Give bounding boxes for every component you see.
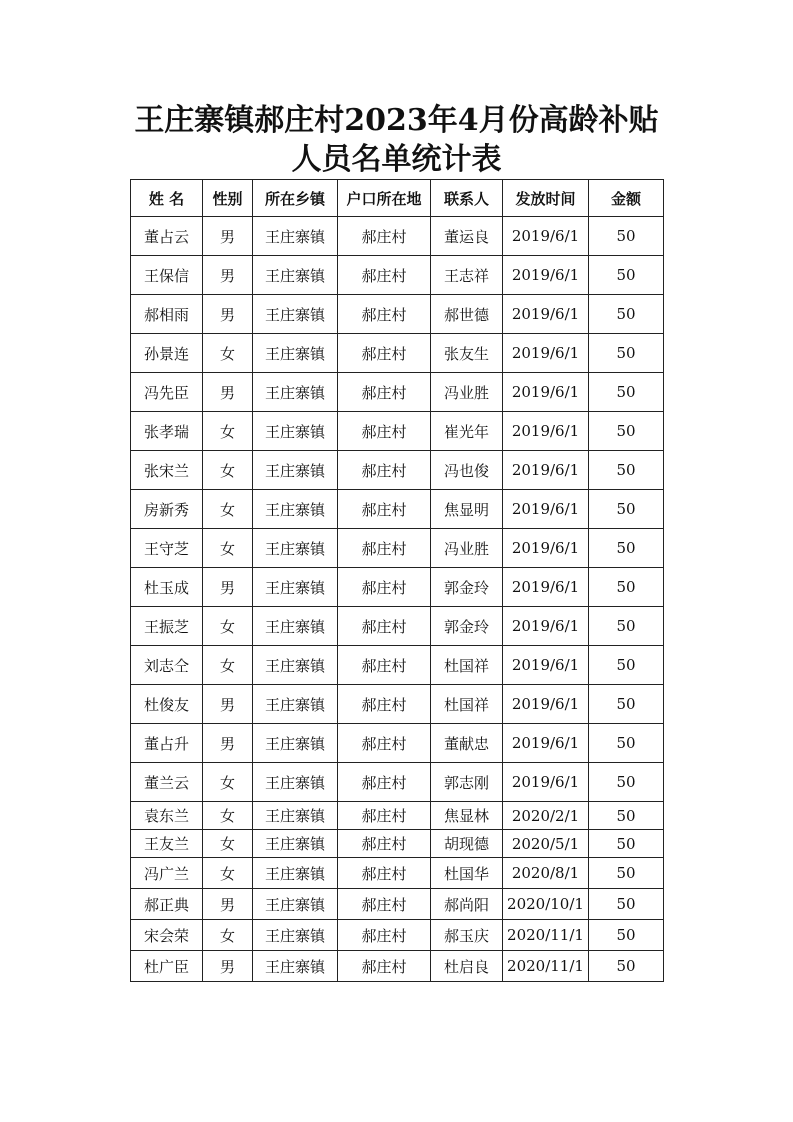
cell-name: 王保信	[131, 256, 203, 295]
cell-gender: 女	[203, 334, 253, 373]
cell-name: 冯先臣	[131, 373, 203, 412]
cell-household-location: 郝庄村	[338, 373, 431, 412]
cell-gender: 女	[203, 607, 253, 646]
table-header-row	[131, 180, 664, 217]
cell-name: 袁东兰	[131, 802, 203, 830]
table-row	[131, 529, 664, 568]
cell-issue-date: 2019/6/1	[503, 490, 589, 529]
cell-township: 王庄寨镇	[253, 802, 338, 830]
table-row	[131, 763, 664, 802]
cell-gender: 女	[203, 830, 253, 858]
cell-township: 王庄寨镇	[253, 568, 338, 607]
cell-issue-date: 2019/6/1	[503, 568, 589, 607]
cell-issue-date: 2019/6/1	[503, 685, 589, 724]
cell-township: 王庄寨镇	[253, 412, 338, 451]
table-row	[131, 802, 664, 830]
header-township: 所在乡镇	[253, 180, 338, 217]
cell-household-location: 郝庄村	[338, 412, 431, 451]
cell-township: 王庄寨镇	[253, 920, 338, 951]
cell-household-location: 郝庄村	[338, 334, 431, 373]
cell-household-location: 郝庄村	[338, 490, 431, 529]
cell-amount: 50	[589, 412, 664, 451]
cell-township: 王庄寨镇	[253, 217, 338, 256]
cell-amount: 50	[589, 889, 664, 920]
cell-issue-date: 2019/6/1	[503, 607, 589, 646]
cell-contact: 焦显林	[431, 802, 503, 830]
cell-gender: 女	[203, 412, 253, 451]
cell-name: 杜广臣	[131, 951, 203, 982]
cell-gender: 男	[203, 724, 253, 763]
cell-household-location: 郝庄村	[338, 451, 431, 490]
cell-amount: 50	[589, 858, 664, 889]
cell-amount: 50	[589, 295, 664, 334]
cell-issue-date: 2020/8/1	[503, 858, 589, 889]
cell-gender: 女	[203, 529, 253, 568]
cell-household-location: 郝庄村	[338, 889, 431, 920]
cell-amount: 50	[589, 490, 664, 529]
table-row	[131, 451, 664, 490]
cell-amount: 50	[589, 763, 664, 802]
cell-township: 王庄寨镇	[253, 529, 338, 568]
cell-household-location: 郝庄村	[338, 529, 431, 568]
cell-amount: 50	[589, 920, 664, 951]
cell-household-location: 郝庄村	[338, 646, 431, 685]
cell-contact: 张友生	[431, 334, 503, 373]
cell-gender: 男	[203, 685, 253, 724]
cell-issue-date: 2020/2/1	[503, 802, 589, 830]
table-row	[131, 685, 664, 724]
cell-amount: 50	[589, 830, 664, 858]
cell-contact: 郭金玲	[431, 568, 503, 607]
cell-amount: 50	[589, 334, 664, 373]
cell-gender: 女	[203, 802, 253, 830]
cell-issue-date: 2020/5/1	[503, 830, 589, 858]
cell-contact: 郭金玲	[431, 607, 503, 646]
cell-amount: 50	[589, 802, 664, 830]
table-row	[131, 889, 664, 920]
page-title-line-2: 人员名单统计表	[291, 142, 502, 177]
cell-household-location: 郝庄村	[338, 724, 431, 763]
cell-amount: 50	[589, 685, 664, 724]
cell-gender: 男	[203, 889, 253, 920]
table-row	[131, 951, 664, 982]
cell-township: 王庄寨镇	[253, 951, 338, 982]
cell-issue-date: 2019/6/1	[503, 295, 589, 334]
cell-gender: 男	[203, 373, 253, 412]
table-row	[131, 568, 664, 607]
cell-issue-date: 2019/6/1	[503, 763, 589, 802]
table-row	[131, 334, 664, 373]
cell-contact: 王志祥	[431, 256, 503, 295]
cell-issue-date: 2019/6/1	[503, 646, 589, 685]
cell-township: 王庄寨镇	[253, 334, 338, 373]
header-contact: 联系人	[431, 180, 503, 217]
cell-contact: 冯业胜	[431, 529, 503, 568]
cell-household-location: 郝庄村	[338, 607, 431, 646]
table-row	[131, 412, 664, 451]
table-row	[131, 724, 664, 763]
cell-township: 王庄寨镇	[253, 685, 338, 724]
cell-issue-date: 2019/6/1	[503, 451, 589, 490]
cell-name: 孙景连	[131, 334, 203, 373]
header-amount: 金额	[589, 180, 664, 217]
header-household-location: 户口所在地	[338, 180, 431, 217]
cell-contact: 杜国华	[431, 858, 503, 889]
cell-township: 王庄寨镇	[253, 373, 338, 412]
cell-issue-date: 2019/6/1	[503, 412, 589, 451]
cell-amount: 50	[589, 951, 664, 982]
cell-amount: 50	[589, 217, 664, 256]
cell-household-location: 郝庄村	[338, 858, 431, 889]
cell-gender: 女	[203, 763, 253, 802]
cell-name: 郝正典	[131, 889, 203, 920]
cell-contact: 董献忠	[431, 724, 503, 763]
cell-township: 王庄寨镇	[253, 858, 338, 889]
cell-household-location: 郝庄村	[338, 217, 431, 256]
cell-contact: 董运良	[431, 217, 503, 256]
table-row	[131, 646, 664, 685]
cell-household-location: 郝庄村	[338, 568, 431, 607]
table-row	[131, 256, 664, 295]
cell-contact: 胡现德	[431, 830, 503, 858]
table-body	[131, 217, 664, 982]
cell-name: 董占云	[131, 217, 203, 256]
cell-township: 王庄寨镇	[253, 830, 338, 858]
table-row	[131, 858, 664, 889]
cell-township: 王庄寨镇	[253, 451, 338, 490]
table-row	[131, 373, 664, 412]
cell-contact: 杜启良	[431, 951, 503, 982]
cell-amount: 50	[589, 529, 664, 568]
cell-gender: 女	[203, 920, 253, 951]
cell-issue-date: 2020/11/1	[503, 920, 589, 951]
cell-name: 王守芝	[131, 529, 203, 568]
cell-township: 王庄寨镇	[253, 256, 338, 295]
cell-township: 王庄寨镇	[253, 724, 338, 763]
cell-contact: 焦显明	[431, 490, 503, 529]
table-row	[131, 217, 664, 256]
cell-contact: 杜国祥	[431, 685, 503, 724]
cell-name: 董兰云	[131, 763, 203, 802]
header-name: 姓 名	[131, 180, 203, 217]
cell-amount: 50	[589, 724, 664, 763]
subsidy-table	[130, 179, 664, 982]
cell-household-location: 郝庄村	[338, 951, 431, 982]
table-row	[131, 920, 664, 951]
cell-name: 宋会荣	[131, 920, 203, 951]
cell-township: 王庄寨镇	[253, 889, 338, 920]
cell-household-location: 郝庄村	[338, 802, 431, 830]
cell-name: 郝相雨	[131, 295, 203, 334]
cell-amount: 50	[589, 373, 664, 412]
cell-household-location: 郝庄村	[338, 920, 431, 951]
cell-name: 房新秀	[131, 490, 203, 529]
cell-contact: 郝尚阳	[431, 889, 503, 920]
cell-issue-date: 2019/6/1	[503, 529, 589, 568]
cell-contact: 郭志刚	[431, 763, 503, 802]
cell-township: 王庄寨镇	[253, 763, 338, 802]
cell-gender: 男	[203, 217, 253, 256]
cell-contact: 郝世德	[431, 295, 503, 334]
cell-issue-date: 2019/6/1	[503, 724, 589, 763]
cell-name: 刘志仝	[131, 646, 203, 685]
cell-gender: 男	[203, 951, 253, 982]
cell-gender: 男	[203, 568, 253, 607]
cell-amount: 50	[589, 451, 664, 490]
cell-township: 王庄寨镇	[253, 646, 338, 685]
cell-issue-date: 2019/6/1	[503, 373, 589, 412]
cell-contact: 崔光年	[431, 412, 503, 451]
cell-contact: 冯也俊	[431, 451, 503, 490]
cell-issue-date: 2020/10/1	[503, 889, 589, 920]
cell-name: 王振芝	[131, 607, 203, 646]
page-title-line-1: 王庄寨镇郝庄村2023年4月份高龄补贴	[134, 103, 659, 138]
cell-household-location: 郝庄村	[338, 256, 431, 295]
cell-gender: 女	[203, 451, 253, 490]
cell-contact: 杜国祥	[431, 646, 503, 685]
cell-township: 王庄寨镇	[253, 607, 338, 646]
table-row	[131, 490, 664, 529]
cell-name: 王友兰	[131, 830, 203, 858]
cell-gender: 男	[203, 256, 253, 295]
cell-contact: 郝玉庆	[431, 920, 503, 951]
table-row	[131, 607, 664, 646]
cell-amount: 50	[589, 568, 664, 607]
cell-amount: 50	[589, 646, 664, 685]
table-row	[131, 830, 664, 858]
cell-name: 董占升	[131, 724, 203, 763]
cell-township: 王庄寨镇	[253, 490, 338, 529]
cell-issue-date: 2019/6/1	[503, 334, 589, 373]
cell-amount: 50	[589, 256, 664, 295]
cell-name: 杜俊友	[131, 685, 203, 724]
header-issue-date: 发放时间	[503, 180, 589, 217]
cell-name: 张宋兰	[131, 451, 203, 490]
cell-household-location: 郝庄村	[338, 763, 431, 802]
table-row	[131, 295, 664, 334]
cell-household-location: 郝庄村	[338, 295, 431, 334]
cell-household-location: 郝庄村	[338, 830, 431, 858]
cell-issue-date: 2020/11/1	[503, 951, 589, 982]
cell-name: 杜玉成	[131, 568, 203, 607]
cell-amount: 50	[589, 607, 664, 646]
cell-issue-date: 2019/6/1	[503, 217, 589, 256]
cell-name: 冯广兰	[131, 858, 203, 889]
cell-township: 王庄寨镇	[253, 295, 338, 334]
cell-gender: 女	[203, 858, 253, 889]
cell-gender: 男	[203, 295, 253, 334]
cell-contact: 冯业胜	[431, 373, 503, 412]
header-gender: 性别	[203, 180, 253, 217]
cell-name: 张孝瑞	[131, 412, 203, 451]
cell-gender: 女	[203, 490, 253, 529]
cell-gender: 女	[203, 646, 253, 685]
cell-issue-date: 2019/6/1	[503, 256, 589, 295]
cell-household-location: 郝庄村	[338, 685, 431, 724]
